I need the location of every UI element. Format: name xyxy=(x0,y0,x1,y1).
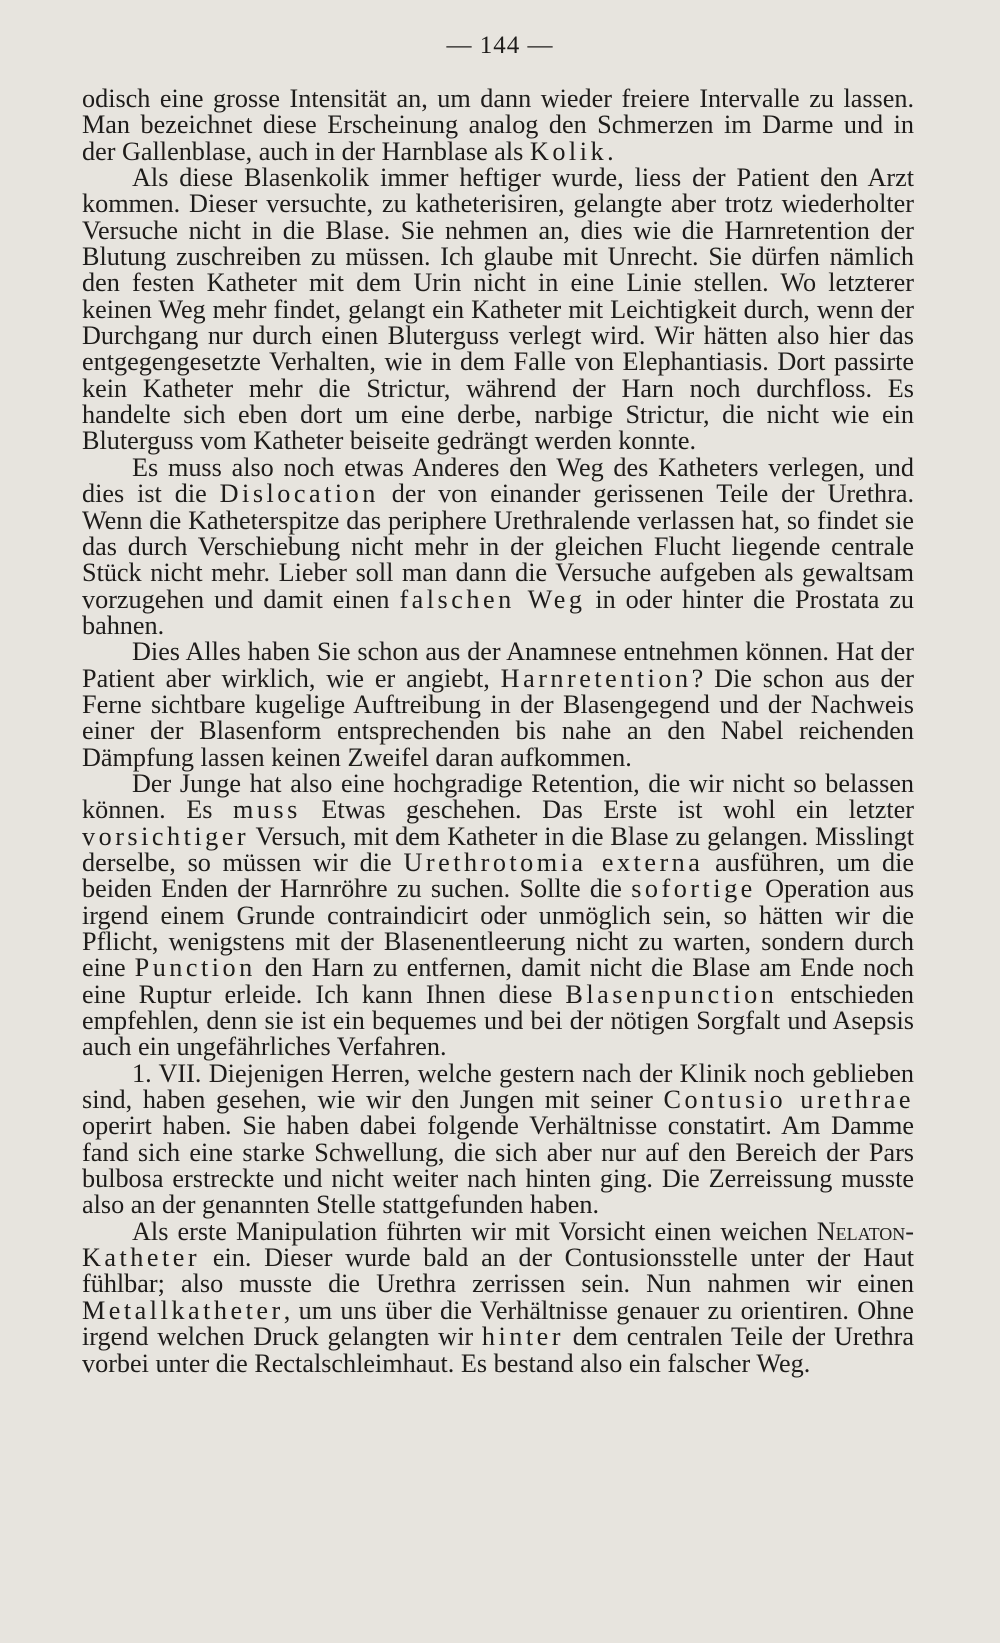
spaced-emphasis: Blasenpunction xyxy=(565,979,778,1009)
text-run: Als diese Blasenkolik immer heftiger wurde, liess der Patient den Arzt kommen. Dieser versuchte, zu katheterisiren, gelangte aber trotz wiederholter Versuche nicht in die Blase. Sie nehmen an, dies wie die Harnretention der Blutung zuschreiben zu müssen. Ich glaube mit Unrecht. Sie dürfen nämlich den festen Katheter mit dem Urin nicht in eine Linie stellen. Wo letzterer keinen Weg mehr findet, gelangt ein Katheter mit Leichtigkeit durch, wenn der Durchgang nur durch einen Bluterguss verlegt wird. Wir hätten also hier das entgegengesetzte Verhalten, wie in dem Falle von Elephantiasis. Dort passirte kein Katheter mehr die Strictur, während der Harn noch durchfloss. Es handelte sich eben dort um eine derbe, narbige Strictur, die nicht wie ein Bluterguss vom Katheter beiseite gedrängt werden konnte. xyxy=(82,163,914,456)
spaced-emphasis: Urethrotomia externa xyxy=(403,847,704,877)
text-run: den Harn zu entfernen, damit nicht die Blase am Ende noch eine Ruptur erleide. Ich kann Ihnen diese xyxy=(82,953,914,1009)
text-run: . xyxy=(607,136,614,166)
spaced-emphasis: vorsichtiger xyxy=(82,821,250,851)
spaced-emphasis: falschen Weg xyxy=(399,584,586,614)
spaced-emphasis: muss xyxy=(232,795,301,825)
spaced-emphasis: Contusio urethrae xyxy=(663,1085,914,1115)
spaced-emphasis: hinter xyxy=(481,1322,564,1352)
paragraph xyxy=(82,1058,914,1220)
text-run: ausführen, um die beiden Enden der Harnröhre zu suchen. Sollte die xyxy=(82,847,914,904)
text-run: Operation aus irgend einem Grunde contraindicirt oder unmöglich sein, so hätten wir die Pflicht, wenigstens mit der Blasenentleerung nicht zu warten, sondern durch eine xyxy=(82,874,915,983)
spaced-emphasis: Metallkatheter xyxy=(82,1295,284,1325)
text-run: Es muss also noch etwas Anderes den Weg des Katheters verlegen, und dies ist die xyxy=(82,452,914,509)
spaced-emphasis: Harnretention xyxy=(500,663,692,693)
text-run: operirt haben. Sie haben dabei folgende Verhältnisse constatirt. Am Damme fand sich eine starke Schwellung, die sich aber nur auf den Bereich der Pars bulbosa erstreckte und nicht weiter nach hinten ging. Die Zerreissung musste also an der genannten Stelle stattgefunden haben. xyxy=(82,1111,914,1220)
text-run: Der Junge hat also eine hochgradige Retention, die wir nicht so belassen können. Es xyxy=(82,768,914,825)
text-run: Dies Alles haben Sie schon aus der Anamnese entnehmen können. Hat der Patient aber wirklich, wie er angiebt, xyxy=(82,637,914,693)
spaced-emphasis: Kolik xyxy=(529,136,608,166)
text-run: - xyxy=(905,1216,914,1246)
text-run: Etwas geschehen. Das Erste ist wohl ein letzter xyxy=(300,795,915,825)
paragraph xyxy=(82,1216,914,1378)
text-run: Als erste Manipulation führten wir mit Vorsicht einen weichen xyxy=(132,1216,817,1246)
text-run: in oder hinter die Prostata zu bahnen. xyxy=(82,584,915,640)
text-run: entschieden empfehlen, denn sie ist ein bequemes und bei der nötigen Sorgfalt und Asepsis auch ein ungefährliches Verfahren. xyxy=(82,979,914,1062)
spaced-emphasis: Punction xyxy=(134,953,256,983)
spaced-emphasis: Dislocation xyxy=(219,479,379,509)
paragraph xyxy=(82,165,914,455)
spaced-emphasis: Katheter xyxy=(82,1243,201,1273)
spaced-emphasis: sofortige xyxy=(631,874,756,904)
paragraph xyxy=(82,86,914,165)
text-run: Versuch, mit dem Katheter in die Blase zu gelangen. Misslingt derselbe, so müssen wir die xyxy=(82,821,914,877)
paragraph xyxy=(82,639,914,771)
paragraph xyxy=(82,452,915,640)
text-run: ? Die schon aus der Ferne sichtbare kugelige Auftreibung in der Blasengegend und der Nachweis einer der Blasenform entsprechenden bis nahe an den Nabel reichenden Dämpfung lassen keinen Zweifel daran aufkommen. xyxy=(82,663,914,772)
body-text xyxy=(82,86,914,1377)
text-run: dem centralen Teile der Urethra vorbei unter die Rectalschleimhaut. Es bestand also ein falscher Weg. xyxy=(82,1322,914,1378)
page-number: — 144 — xyxy=(446,32,554,59)
text-run: , um uns über die Verhältnisse genauer zu orientiren. Ohne irgend welchen Druck gelangten wir xyxy=(82,1295,914,1352)
paragraph xyxy=(82,768,915,1062)
text-run: 1. VII. Diejenigen Herren, welche gestern nach der Klinik noch geblieben sind, haben gesehen, wie wir den Jungen mit seiner xyxy=(82,1058,914,1115)
text-run: odisch eine grosse Intensität an, um dann wieder freiere Intervalle zu lassen. Man bezeichnet diese Erscheinung analog den Schmerzen im Darme und in der Gallenblase, auch in der Harnblase als xyxy=(82,84,914,166)
small-caps-name: Nelaton xyxy=(816,1216,906,1246)
text-run: der von einander gerissenen Teile der Urethra. Wenn die Katheterspitze das periphere Urethralende verlassen hat, so findet sie das durch Verschiebung nicht mehr in der gleichen Flucht liegende centrale Stück nicht mehr. Lieber soll man dann die Versuche aufgeben als gewaltsam vorzugehen und damit einen xyxy=(82,479,915,614)
text-run: ein. Dieser wurde bald an der Contusionsstelle unter der Haut fühlbar; also musste die Urethra zerrissen sein. Nun nahmen wir einen xyxy=(82,1243,914,1299)
